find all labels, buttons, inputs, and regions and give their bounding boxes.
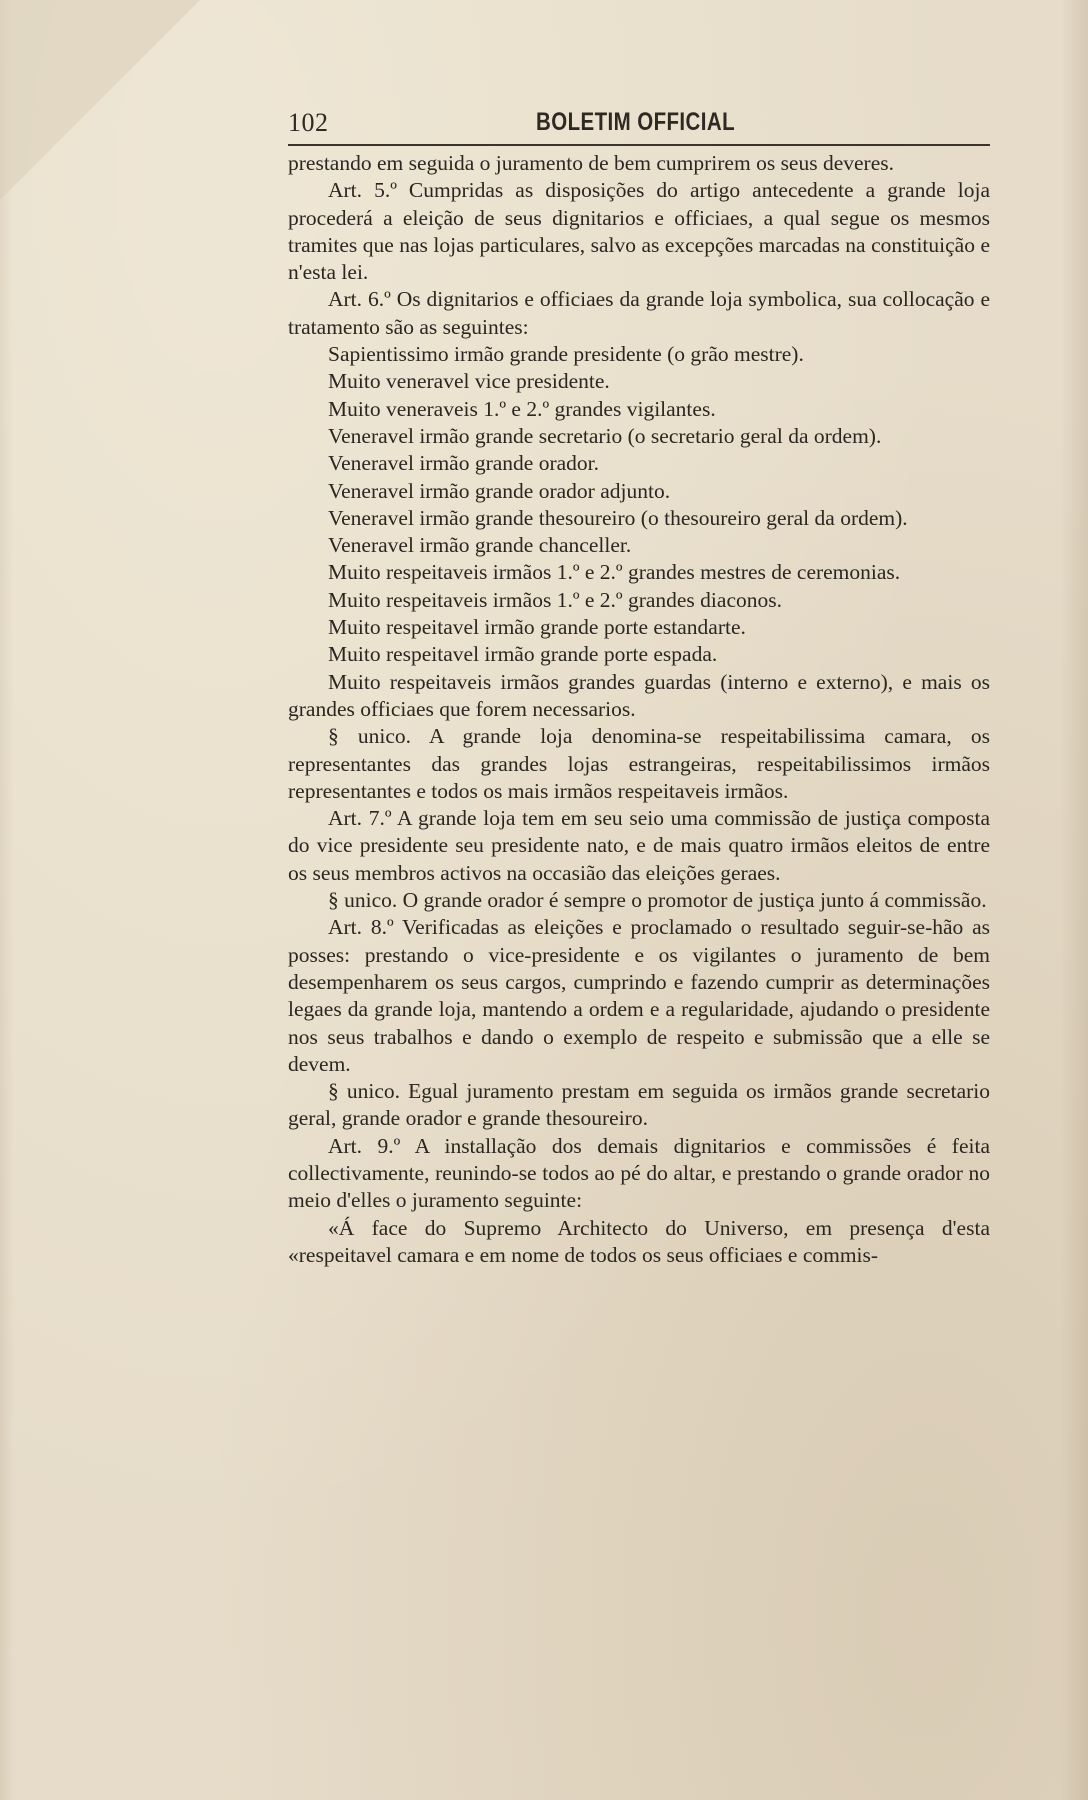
- paragraph: Art. 8.º Verificadas as eleições e proclamado o resultado seguir-se-hão as posses: prestando o vice-presidente e os vigilantes o juramento de bem desempenharem os seus cargos, cumprindo e fazendo cumprir as determinações legaes da grande loja, mantendo a ordem e a regularidade, ajudando o presidente nos seus trabalhos e dando o exemplo de respeito e submissão que a elle se devem.: [288, 915, 990, 1076]
- paragraph: Art. 7.º A grande loja tem em seu seio uma commissão de justiça composta do vice presidente seu presidente nato, e de mais quatro irmãos eleitos de entre os seus membros activos na occasião das eleições geraes.: [288, 806, 990, 885]
- list-item: Muito veneravel vice presidente.: [328, 369, 610, 394]
- list-item: Veneravel irmão grande chanceller.: [328, 533, 632, 558]
- page-number: 102: [288, 108, 329, 137]
- paragraph: prestando em seguida o juramento de bem cumprirem os seus deveres.: [288, 151, 894, 175]
- list-item: Veneravel irmão grande orador.: [328, 451, 600, 476]
- list-item: Muito veneraveis 1.º e 2.º grandes vigilantes.: [328, 396, 716, 421]
- paragraph: Art. 5.º Cumpridas as disposições do artigo antecedente a grande loja procederá a eleição de seus dignitarios e officiaes, a qual segue os mesmos tramites que nas lojas particulares, salvo as excepções marcadas na constituição e n'esta lei.: [288, 178, 990, 285]
- list-item: Veneravel irmão grande orador adjunto.: [328, 478, 671, 503]
- paragraph: § unico. O grande orador é sempre o promotor de justiça junto á commissão.: [328, 888, 987, 913]
- body-text: [288, 150, 990, 1269]
- list-item: Veneravel irmão grande thesoureiro (o thesoureiro geral da ordem).: [328, 505, 908, 530]
- list-item: Muito respeitavel irmão grande porte estandarte.: [328, 615, 746, 640]
- page-header: [288, 108, 990, 146]
- paragraph: § unico. Egual juramento prestam em seguida os irmãos grande secretario geral, grande orador e grande thesoureiro.: [288, 1079, 990, 1131]
- list-item: Muito respeitavel irmão grande porte espada.: [328, 642, 718, 667]
- paragraph: «Á face do Supremo Architecto do Universo, em presença d'esta «respeitavel camara e em nome de todos os seus officiaes e commis-: [288, 1215, 990, 1267]
- list-item: Muito respeitaveis irmãos grandes guardas (interno e externo), e mais os grandes officiaes que forem necessarios.: [288, 669, 990, 721]
- paragraph: Art. 9.º A installação dos demais dignitarios e commissões é feita collectivamente, reunindo-se todos ao pé do altar, e prestando o grande orador no meio d'elles o juramento seguinte:: [288, 1133, 990, 1213]
- folded-corner: [0, 0, 200, 200]
- paragraph: § unico. A grande loja denomina-se respeitabilissima camara, os representantes das grandes lojas estrangeiras, respeitabilissimos irmãos representantes e todos os mais irmãos respeitaveis irmãos.: [288, 724, 990, 803]
- list-item: Veneravel irmão grande secretario (o secretario geral da ordem).: [328, 423, 882, 448]
- list-item: Muito respeitaveis irmãos 1.º e 2.º grandes mestres de ceremonias.: [328, 560, 901, 585]
- running-title: BOLETIM OFFICIAL: [536, 108, 736, 136]
- list-item: Muito respeitaveis irmãos 1.º e 2.º grandes diaconos.: [328, 587, 782, 612]
- list-item: Sapientissimo irmão grande presidente (o grão mestre).: [328, 342, 804, 367]
- paragraph: Art. 6.º Os dignitarios e officiaes da grande loja symbolica, sua collocação e tratamento são as seguintes:: [288, 287, 990, 339]
